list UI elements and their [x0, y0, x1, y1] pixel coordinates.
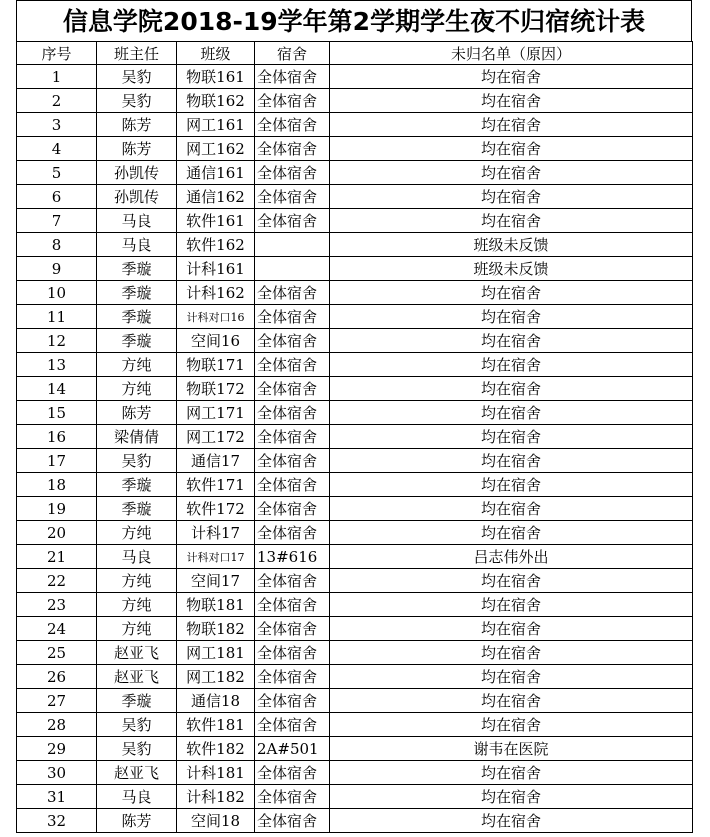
cell-no[interactable]: 16 [17, 425, 97, 449]
cell-no[interactable]: 29 [17, 737, 97, 761]
cell-class[interactable]: 物联182 [177, 617, 255, 641]
cell-class[interactable]: 网工171 [177, 401, 255, 425]
cell-no[interactable]: 15 [17, 401, 97, 425]
cell-teacher[interactable]: 方纯 [97, 593, 177, 617]
cell-absent-list[interactable]: 班级未反馈 [330, 233, 693, 257]
cell-no[interactable]: 22 [17, 569, 97, 593]
cell-no[interactable]: 11 [17, 305, 97, 329]
cell-class[interactable]: 计科161 [177, 257, 255, 281]
cell-no[interactable]: 27 [17, 689, 97, 713]
cell-teacher[interactable]: 方纯 [97, 617, 177, 641]
cell-class[interactable]: 计科对口17 [177, 545, 255, 569]
cell-class[interactable]: 通信162 [177, 185, 255, 209]
cell-absent-list[interactable]: 均在宿舍 [330, 113, 693, 137]
cell-teacher[interactable]: 陈芳 [97, 809, 177, 833]
cell-no[interactable]: 1 [17, 65, 97, 89]
table-row [17, 281, 693, 305]
cell-class[interactable]: 通信161 [177, 161, 255, 185]
table-row [17, 761, 693, 785]
cell-dorm[interactable]: 全体宿舍 [255, 89, 330, 113]
cell-absent-list[interactable]: 均在宿舍 [330, 209, 693, 233]
cell-absent-list[interactable]: 班级未反馈 [330, 257, 693, 281]
cell-teacher[interactable]: 吴豹 [97, 89, 177, 113]
cell-dorm[interactable]: 2A#501 [255, 737, 330, 761]
table-row [17, 137, 693, 161]
cell-no[interactable]: 3 [17, 113, 97, 137]
table-row [17, 449, 693, 473]
cell-absent-list[interactable]: 均在宿舍 [330, 473, 693, 497]
cell-no[interactable]: 31 [17, 785, 97, 809]
cell-teacher[interactable]: 马良 [97, 233, 177, 257]
cell-no[interactable]: 32 [17, 809, 97, 833]
cell-dorm[interactable]: 全体宿舍 [255, 473, 330, 497]
cell-dorm[interactable]: 全体宿舍 [255, 713, 330, 737]
cell-teacher[interactable]: 陈芳 [97, 401, 177, 425]
header-class[interactable]: 班级 [177, 42, 255, 65]
cell-class[interactable]: 物联162 [177, 89, 255, 113]
table-row [17, 377, 693, 401]
cell-absent-list[interactable]: 均在宿舍 [330, 641, 693, 665]
cell-no[interactable]: 23 [17, 593, 97, 617]
table-row [17, 161, 693, 185]
cell-dorm[interactable]: 全体宿舍 [255, 281, 330, 305]
header-absent-list[interactable]: 未归名单（原因） [330, 42, 693, 65]
cell-dorm[interactable]: 全体宿舍 [255, 353, 330, 377]
cell-class[interactable]: 软件182 [177, 737, 255, 761]
table-row [17, 617, 693, 641]
cell-class[interactable]: 网工182 [177, 665, 255, 689]
cell-no[interactable]: 17 [17, 449, 97, 473]
cell-no[interactable]: 26 [17, 665, 97, 689]
cell-teacher[interactable]: 季璇 [97, 497, 177, 521]
cell-absent-list[interactable]: 均在宿舍 [330, 305, 693, 329]
cell-dorm[interactable]: 全体宿舍 [255, 449, 330, 473]
cell-absent-list[interactable]: 均在宿舍 [330, 137, 693, 161]
cell-class[interactable]: 空间18 [177, 809, 255, 833]
cell-teacher[interactable]: 季璇 [97, 257, 177, 281]
cell-teacher[interactable]: 赵亚飞 [97, 761, 177, 785]
cell-teacher[interactable]: 吴豹 [97, 65, 177, 89]
cell-no[interactable]: 28 [17, 713, 97, 737]
cell-no[interactable]: 6 [17, 185, 97, 209]
cell-teacher[interactable]: 陈芳 [97, 137, 177, 161]
cell-teacher[interactable]: 季璇 [97, 473, 177, 497]
cell-absent-list[interactable]: 均在宿舍 [330, 329, 693, 353]
table-row [17, 665, 693, 689]
cell-no[interactable]: 8 [17, 233, 97, 257]
cell-absent-list[interactable]: 均在宿舍 [330, 689, 693, 713]
cell-no[interactable]: 19 [17, 497, 97, 521]
cell-absent-list[interactable]: 均在宿舍 [330, 497, 693, 521]
cell-teacher[interactable]: 马良 [97, 545, 177, 569]
table-row [17, 545, 693, 569]
cell-dorm[interactable]: 全体宿舍 [255, 113, 330, 137]
table-row [17, 305, 693, 329]
cell-class[interactable]: 物联171 [177, 353, 255, 377]
cell-absent-list[interactable]: 均在宿舍 [330, 617, 693, 641]
cell-absent-list[interactable]: 均在宿舍 [330, 281, 693, 305]
table-row [17, 113, 693, 137]
table-row [17, 521, 693, 545]
cell-class[interactable]: 计科对口16 [177, 305, 255, 329]
cell-dorm[interactable]: 全体宿舍 [255, 497, 330, 521]
cell-dorm[interactable]: 全体宿舍 [255, 209, 330, 233]
cell-teacher[interactable]: 孙凯传 [97, 185, 177, 209]
cell-absent-list[interactable]: 谢韦在医院 [330, 737, 693, 761]
sheet-title: 信息学院2018-19学年第2学期学生夜不归宿统计表 [16, 0, 692, 41]
cell-dorm[interactable]: 全体宿舍 [255, 785, 330, 809]
cell-dorm[interactable]: 全体宿舍 [255, 809, 330, 833]
cell-no[interactable]: 5 [17, 161, 97, 185]
cell-class[interactable]: 网工181 [177, 641, 255, 665]
table-row [17, 809, 693, 833]
cell-absent-list[interactable]: 均在宿舍 [330, 785, 693, 809]
cell-teacher[interactable]: 马良 [97, 785, 177, 809]
table-row [17, 641, 693, 665]
cell-teacher[interactable]: 吴豹 [97, 713, 177, 737]
cell-teacher[interactable]: 马良 [97, 209, 177, 233]
cell-teacher[interactable]: 季璇 [97, 281, 177, 305]
table-row [17, 353, 693, 377]
cell-class[interactable]: 计科181 [177, 761, 255, 785]
cell-dorm[interactable]: 13#616 [255, 545, 330, 569]
cell-no[interactable]: 12 [17, 329, 97, 353]
stats-table [16, 41, 693, 833]
cell-class[interactable]: 网工161 [177, 113, 255, 137]
cell-dorm[interactable]: 全体宿舍 [255, 305, 330, 329]
table-row [17, 737, 693, 761]
cell-absent-list[interactable]: 均在宿舍 [330, 89, 693, 113]
cell-dorm[interactable]: 全体宿舍 [255, 521, 330, 545]
cell-teacher[interactable]: 吴豹 [97, 737, 177, 761]
table-row [17, 569, 693, 593]
table-row [17, 497, 693, 521]
table-row [17, 65, 693, 89]
cell-absent-list[interactable]: 均在宿舍 [330, 521, 693, 545]
cell-absent-list[interactable]: 均在宿舍 [330, 761, 693, 785]
cell-class[interactable]: 通信17 [177, 449, 255, 473]
cell-no[interactable]: 13 [17, 353, 97, 377]
table-row [17, 401, 693, 425]
cell-teacher[interactable]: 方纯 [97, 353, 177, 377]
cell-absent-list[interactable]: 均在宿舍 [330, 809, 693, 833]
cell-teacher[interactable]: 方纯 [97, 377, 177, 401]
table-row [17, 185, 693, 209]
cell-class[interactable]: 计科17 [177, 521, 255, 545]
cell-class[interactable]: 通信18 [177, 689, 255, 713]
cell-absent-list[interactable]: 均在宿舍 [330, 377, 693, 401]
cell-teacher[interactable]: 季璇 [97, 305, 177, 329]
cell-no[interactable]: 30 [17, 761, 97, 785]
cell-no[interactable]: 14 [17, 377, 97, 401]
table-row [17, 785, 693, 809]
cell-class[interactable]: 软件161 [177, 209, 255, 233]
cell-dorm[interactable]: 全体宿舍 [255, 689, 330, 713]
cell-dorm[interactable]: 全体宿舍 [255, 569, 330, 593]
cell-teacher[interactable]: 方纯 [97, 521, 177, 545]
table-row [17, 689, 693, 713]
cell-absent-list[interactable]: 均在宿舍 [330, 401, 693, 425]
cell-class[interactable]: 计科182 [177, 785, 255, 809]
cell-dorm[interactable]: 全体宿舍 [255, 161, 330, 185]
cell-absent-list[interactable]: 均在宿舍 [330, 185, 693, 209]
cell-absent-list[interactable]: 吕志伟外出 [330, 545, 693, 569]
cell-dorm[interactable]: 全体宿舍 [255, 329, 330, 353]
cell-teacher[interactable]: 陈芳 [97, 113, 177, 137]
cell-class[interactable]: 软件162 [177, 233, 255, 257]
cell-no[interactable]: 9 [17, 257, 97, 281]
cell-no[interactable]: 20 [17, 521, 97, 545]
cell-absent-list[interactable]: 均在宿舍 [330, 593, 693, 617]
cell-no[interactable]: 10 [17, 281, 97, 305]
table-row [17, 473, 693, 497]
table-row [17, 257, 693, 281]
cell-class[interactable]: 物联161 [177, 65, 255, 89]
cell-dorm[interactable]: 全体宿舍 [255, 65, 330, 89]
cell-class[interactable]: 空间16 [177, 329, 255, 353]
cell-class[interactable]: 网工162 [177, 137, 255, 161]
header-row [17, 42, 693, 65]
cell-teacher[interactable]: 梁倩倩 [97, 425, 177, 449]
cell-class[interactable]: 软件171 [177, 473, 255, 497]
cell-no[interactable]: 24 [17, 617, 97, 641]
cell-dorm[interactable]: 全体宿舍 [255, 377, 330, 401]
cell-teacher[interactable]: 吴豹 [97, 449, 177, 473]
cell-teacher[interactable]: 赵亚飞 [97, 665, 177, 689]
cell-no[interactable]: 2 [17, 89, 97, 113]
cell-absent-list[interactable]: 均在宿舍 [330, 161, 693, 185]
cell-dorm[interactable]: 全体宿舍 [255, 425, 330, 449]
table-row [17, 233, 693, 257]
cell-class[interactable]: 物联181 [177, 593, 255, 617]
cell-no[interactable]: 4 [17, 137, 97, 161]
cell-dorm[interactable]: 全体宿舍 [255, 593, 330, 617]
table-row [17, 329, 693, 353]
cell-class[interactable]: 计科162 [177, 281, 255, 305]
cell-dorm[interactable]: 全体宿舍 [255, 185, 330, 209]
cell-dorm[interactable]: 全体宿舍 [255, 401, 330, 425]
cell-absent-list[interactable]: 均在宿舍 [330, 449, 693, 473]
cell-teacher[interactable]: 季璇 [97, 329, 177, 353]
header-teacher[interactable]: 班主任 [97, 42, 177, 65]
cell-dorm[interactable]: 全体宿舍 [255, 665, 330, 689]
spreadsheet [16, 0, 692, 833]
table-row [17, 89, 693, 113]
cell-teacher[interactable]: 赵亚飞 [97, 641, 177, 665]
cell-no[interactable]: 21 [17, 545, 97, 569]
cell-dorm[interactable]: 全体宿舍 [255, 641, 330, 665]
cell-dorm[interactable] [255, 257, 330, 281]
cell-class[interactable]: 物联172 [177, 377, 255, 401]
cell-class[interactable]: 软件181 [177, 713, 255, 737]
cell-class[interactable]: 软件172 [177, 497, 255, 521]
cell-absent-list[interactable]: 均在宿舍 [330, 713, 693, 737]
table-row [17, 425, 693, 449]
cell-dorm[interactable]: 全体宿舍 [255, 761, 330, 785]
cell-absent-list[interactable]: 均在宿舍 [330, 353, 693, 377]
header-no[interactable]: 序号 [17, 42, 97, 65]
table-row [17, 209, 693, 233]
cell-absent-list[interactable]: 均在宿舍 [330, 569, 693, 593]
cell-no[interactable]: 7 [17, 209, 97, 233]
cell-teacher[interactable]: 孙凯传 [97, 161, 177, 185]
cell-teacher[interactable]: 方纯 [97, 569, 177, 593]
cell-absent-list[interactable]: 均在宿舍 [330, 65, 693, 89]
cell-teacher[interactable]: 季璇 [97, 689, 177, 713]
cell-absent-list[interactable]: 均在宿舍 [330, 425, 693, 449]
cell-no[interactable]: 18 [17, 473, 97, 497]
table-row [17, 713, 693, 737]
cell-absent-list[interactable]: 均在宿舍 [330, 665, 693, 689]
cell-no[interactable]: 25 [17, 641, 97, 665]
cell-dorm[interactable]: 全体宿舍 [255, 137, 330, 161]
cell-dorm[interactable] [255, 233, 330, 257]
cell-class[interactable]: 网工172 [177, 425, 255, 449]
cell-class[interactable]: 空间17 [177, 569, 255, 593]
header-dorm[interactable]: 宿舍 [255, 42, 330, 65]
cell-dorm[interactable]: 全体宿舍 [255, 617, 330, 641]
table-row [17, 593, 693, 617]
